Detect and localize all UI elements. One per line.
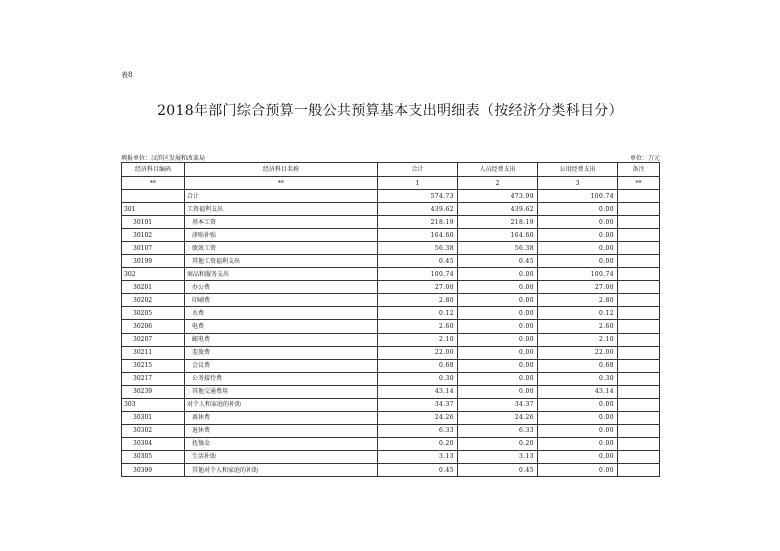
cell-code: 30239 [122, 385, 185, 398]
cell-name: 抚恤金 [185, 437, 378, 450]
cell-total: 218.19 [378, 216, 458, 229]
index-name: ** [185, 177, 378, 190]
cell-personnel: 164.60 [458, 229, 538, 242]
index-note: ** [618, 177, 660, 190]
cell-personnel: 439.62 [458, 203, 538, 216]
cell-note [618, 372, 660, 385]
cell-total: 3.13 [378, 450, 458, 463]
cell-personnel: 473.99 [458, 190, 538, 203]
cell-personnel: 0.00 [458, 268, 538, 281]
cell-note [618, 346, 660, 359]
cell-name: 工资福利支出 [185, 203, 378, 216]
cell-code: 30199 [122, 255, 185, 268]
cell-name: 基本工资 [185, 216, 378, 229]
cell-name: 商品和服务支出 [185, 268, 378, 281]
cell-name: 印刷费 [185, 294, 378, 307]
cell-note [618, 190, 660, 203]
cell-code: 30304 [122, 437, 185, 450]
cell-personnel: 0.45 [458, 463, 538, 476]
table-row [122, 398, 660, 411]
table-row [122, 372, 660, 385]
cell-total: 24.26 [378, 411, 458, 424]
currency-unit-label: 单位：万元 [629, 155, 660, 162]
cell-public: 0.00 [538, 437, 618, 450]
cell-personnel: 0.00 [458, 281, 538, 294]
cell-public: 0.00 [538, 398, 618, 411]
cell-public: 0.00 [538, 255, 618, 268]
cell-total: 0.20 [378, 437, 458, 450]
cell-personnel: 0.00 [458, 333, 538, 346]
cell-public: 0.00 [538, 216, 618, 229]
cell-code: 30101 [122, 216, 185, 229]
cell-total: 22.00 [378, 346, 458, 359]
cell-total: 0.68 [378, 359, 458, 372]
cell-name: 其他对个人和家庭的补助 [185, 463, 378, 476]
cell-total: 0.45 [378, 463, 458, 476]
cell-total: 100.74 [378, 268, 458, 281]
cell-public: 0.00 [538, 411, 618, 424]
header-code: 经济科目编码 [122, 163, 185, 177]
table-row [122, 255, 660, 268]
table-number-label: 表8 [121, 71, 133, 79]
cell-code: 30202 [122, 294, 185, 307]
table-row [122, 463, 660, 476]
cell-note [618, 268, 660, 281]
cell-code: 301 [122, 203, 185, 216]
reporting-unit-label: 填报单位：汉滨区发展和改革局 [121, 155, 206, 162]
cell-name: 会议费 [185, 359, 378, 372]
cell-total: 27.00 [378, 281, 458, 294]
cell-code [122, 190, 185, 203]
cell-note [618, 333, 660, 346]
cell-note [618, 359, 660, 372]
cell-personnel: 0.00 [458, 372, 538, 385]
header-total: 合计 [378, 163, 458, 177]
table-row [122, 294, 660, 307]
cell-total: 2.10 [378, 333, 458, 346]
cell-name: 离休费 [185, 411, 378, 424]
table-row [122, 229, 660, 242]
table-row [122, 450, 660, 463]
table-row [122, 333, 660, 346]
cell-note [618, 385, 660, 398]
cell-note [618, 281, 660, 294]
cell-note [618, 398, 660, 411]
cell-public: 0.30 [538, 372, 618, 385]
table-body [122, 190, 660, 477]
table-row [122, 307, 660, 320]
cell-personnel: 0.45 [458, 255, 538, 268]
cell-public: 0.00 [538, 229, 618, 242]
cell-total: 0.45 [378, 255, 458, 268]
table-row [122, 320, 660, 333]
cell-personnel: 0.00 [458, 385, 538, 398]
cell-note [618, 255, 660, 268]
cell-name: 退休费 [185, 424, 378, 437]
cell-code: 30302 [122, 424, 185, 437]
document-title: 2018年部门综合预算一般公共预算基本支出明细表（按经济分类科目分） [157, 103, 623, 119]
table-row [122, 216, 660, 229]
cell-total: 6.33 [378, 424, 458, 437]
cell-name: 对个人和家庭的补助 [185, 398, 378, 411]
cell-public: 0.00 [538, 242, 618, 255]
cell-note [618, 463, 660, 476]
cell-total: 574.73 [378, 190, 458, 203]
cell-name: 水费 [185, 307, 378, 320]
table-row [122, 268, 660, 281]
cell-note [618, 424, 660, 437]
cell-public: 2.80 [538, 294, 618, 307]
cell-name: 合计 [185, 190, 378, 203]
cell-total: 43.14 [378, 385, 458, 398]
table-row [122, 346, 660, 359]
cell-total: 0.12 [378, 307, 458, 320]
table-row [122, 281, 660, 294]
cell-note [618, 294, 660, 307]
cell-code: 30301 [122, 411, 185, 424]
cell-personnel: 218.19 [458, 216, 538, 229]
table-row [122, 437, 660, 450]
header-public: 公用经费支出 [538, 163, 618, 177]
cell-total: 0.30 [378, 372, 458, 385]
cell-public: 0.00 [538, 463, 618, 476]
table-row [122, 242, 660, 255]
cell-public: 43.14 [538, 385, 618, 398]
cell-name: 电费 [185, 320, 378, 333]
cell-note [618, 411, 660, 424]
cell-name: 公务接待费 [185, 372, 378, 385]
cell-note [618, 320, 660, 333]
table-row [122, 385, 660, 398]
table-row [122, 203, 660, 216]
cell-public: 0.00 [538, 203, 618, 216]
cell-public: 27.00 [538, 281, 618, 294]
cell-personnel: 0.00 [458, 346, 538, 359]
table-header-row [122, 163, 660, 177]
cell-name: 其他交通费用 [185, 385, 378, 398]
cell-name: 邮电费 [185, 333, 378, 346]
cell-total: 164.60 [378, 229, 458, 242]
header-name: 经济科目名称 [185, 163, 378, 177]
cell-code: 30201 [122, 281, 185, 294]
cell-code: 30207 [122, 333, 185, 346]
cell-personnel: 0.00 [458, 320, 538, 333]
cell-personnel: 56.38 [458, 242, 538, 255]
cell-code: 30205 [122, 307, 185, 320]
cell-personnel: 34.37 [458, 398, 538, 411]
cell-total: 439.62 [378, 203, 458, 216]
cell-name: 绩效工资 [185, 242, 378, 255]
cell-public: 0.68 [538, 359, 618, 372]
cell-note [618, 437, 660, 450]
cell-total: 2.60 [378, 320, 458, 333]
cell-note [618, 203, 660, 216]
cell-public: 0.00 [538, 424, 618, 437]
cell-personnel: 0.20 [458, 437, 538, 450]
cell-public: 22.00 [538, 346, 618, 359]
cell-personnel: 0.00 [458, 359, 538, 372]
cell-note [618, 450, 660, 463]
cell-total: 56.38 [378, 242, 458, 255]
cell-personnel: 3.13 [458, 450, 538, 463]
header-personnel: 人员经费支出 [458, 163, 538, 177]
table-meta-row [121, 153, 660, 162]
cell-code: 303 [122, 398, 185, 411]
column-index-row [122, 177, 660, 190]
cell-personnel: 0.00 [458, 307, 538, 320]
cell-name: 生活补助 [185, 450, 378, 463]
cell-public: 2.60 [538, 320, 618, 333]
cell-code: 30217 [122, 372, 185, 385]
cell-code: 30206 [122, 320, 185, 333]
cell-name: 差旅费 [185, 346, 378, 359]
cell-code: 30399 [122, 463, 185, 476]
expenditure-detail-table [121, 162, 660, 477]
cell-code: 30102 [122, 229, 185, 242]
cell-public: 100.74 [538, 268, 618, 281]
cell-public: 2.10 [538, 333, 618, 346]
cell-code: 302 [122, 268, 185, 281]
cell-code: 30211 [122, 346, 185, 359]
cell-public: 100.74 [538, 190, 618, 203]
cell-note [618, 307, 660, 320]
table-row [122, 190, 660, 203]
cell-name: 办公费 [185, 281, 378, 294]
cell-code: 30305 [122, 450, 185, 463]
index-public: 3 [538, 177, 618, 190]
table-row [122, 359, 660, 372]
cell-total: 34.37 [378, 398, 458, 411]
cell-note [618, 242, 660, 255]
cell-name: 其他工资福利支出 [185, 255, 378, 268]
cell-note [618, 216, 660, 229]
cell-total: 2.80 [378, 294, 458, 307]
cell-code: 30107 [122, 242, 185, 255]
cell-personnel: 6.33 [458, 424, 538, 437]
cell-public: 0.12 [538, 307, 618, 320]
index-personnel: 2 [458, 177, 538, 190]
cell-personnel: 0.00 [458, 294, 538, 307]
cell-public: 0.00 [538, 450, 618, 463]
table-row [122, 424, 660, 437]
index-total: 1 [378, 177, 458, 190]
table-row [122, 411, 660, 424]
cell-note [618, 229, 660, 242]
cell-personnel: 24.26 [458, 411, 538, 424]
index-code: ** [122, 177, 185, 190]
header-note: 备注 [618, 163, 660, 177]
cell-name: 津贴补贴 [185, 229, 378, 242]
cell-code: 30215 [122, 359, 185, 372]
